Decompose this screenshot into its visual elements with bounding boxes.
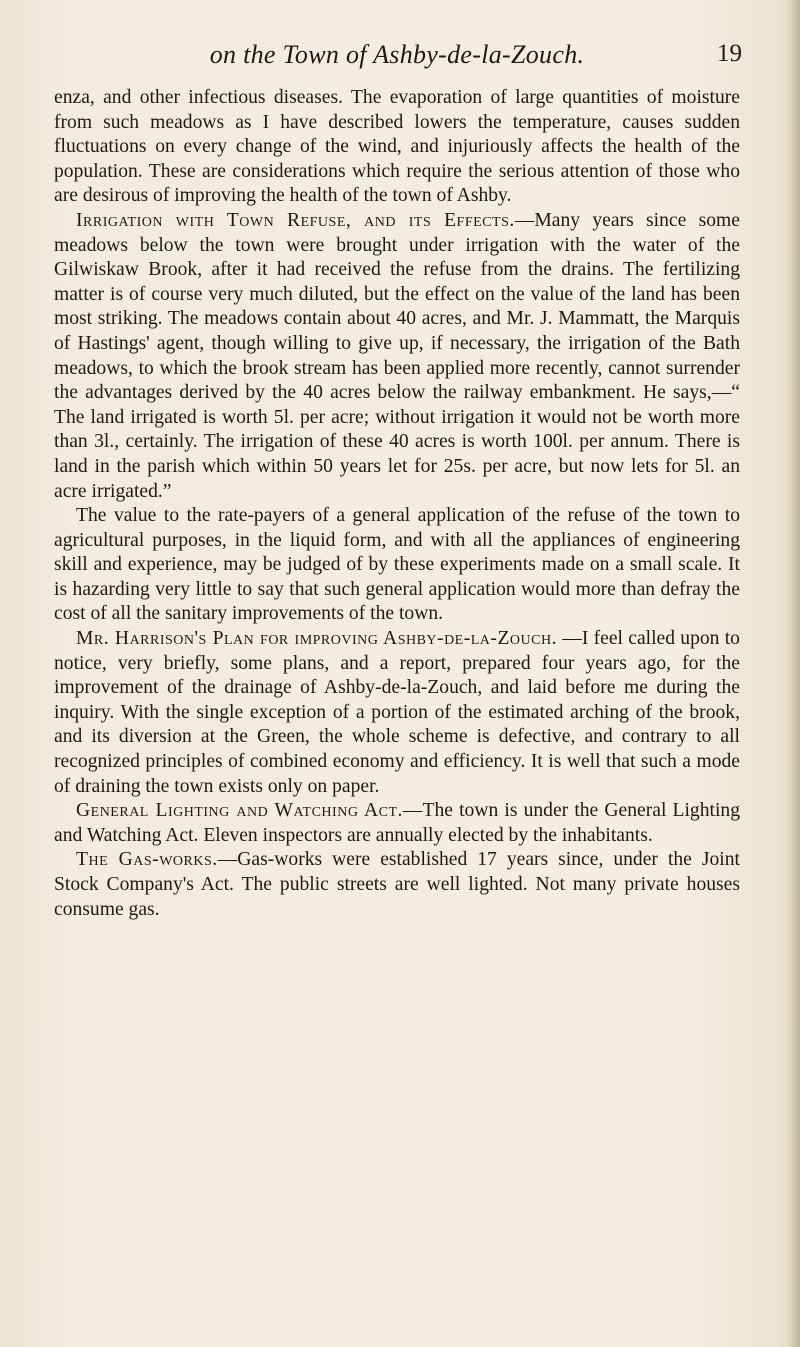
paragraph-irrigation xyxy=(54,209,740,504)
paragraph-value-text: The value to the rate-payers of a general application of the refuse of the town to agricultural purposes, in the liquid form, and with all the appliances of engineering skill and experience, may be judged of by these experiments made on a small scale. It is hazarding very little to say that such general application would more than defray the cost of all the sanitary improvements of the town. xyxy=(54,505,740,625)
paragraph-lighting-text: —The town is under the General Lighting and Watching Act. Eleven inspectors are annually elected by the inhabitants. xyxy=(54,800,740,846)
paragraph-irrigation-text: —Many years since some meadows below the town were brought under irrigation with the water of the Gilwiskaw Brook, after it had received the refuse from the drains. The fertilizing matter is of course very much diluted, but the effect on the value of the land has been most striking. The meadows contain about 40 acres, and Mr. J. Mammatt, the Marquis of Hastings' agent, though willing to give up, if necessary, the irrigation of the Bath meadows, to which the brook stream has been applied more recently, cannot surrender the advantages derived by the 40 acres below the railway embankment. He says,—“ The land irrigated is worth 5l. per acre; without irrigation it would not be worth more than 3l., certainly. The irrigation of these 40 acres is worth 100l. per annum. There is land in the parish which within 50 years let for 25s. per acre, but now lets for 5l. an acre irrigated.” xyxy=(54,209,740,502)
section-heading-harrison: Mr. Harrison's Plan for improving Ashby-de-la-Zouch. xyxy=(76,628,557,650)
paragraph-harrison-text: —I feel called upon to notice, very briefly, some plans, and a report, prepared four years ago, for the improvement of the drainage of Ashby-de-la-Zouch, and laid before me during the inquiry. With the single exception of a portion of the estimated arching of the brook, and its diversion at the Green, the whole scheme is defective, and contrary to all recognized principles of combined economy and efficiency. It is well that such a mode of draining the town exists only on paper. xyxy=(54,628,740,797)
page-number: 19 xyxy=(717,40,742,67)
running-head: on the Town of Ashby-de-la-Zouch. xyxy=(209,40,585,69)
body-text xyxy=(54,86,740,922)
paragraph-gasworks xyxy=(54,848,740,922)
page-header xyxy=(52,40,742,80)
paragraph-harrison xyxy=(54,627,740,799)
section-heading-gasworks: The Gas-works. xyxy=(76,849,218,871)
section-heading-lighting: General Lighting and Watching Act. xyxy=(76,800,403,822)
section-heading-irrigation: Irrigation with Town Refuse, and its Effects. xyxy=(76,209,515,231)
page-edge-shadow xyxy=(786,0,800,1347)
paragraph-1 xyxy=(54,86,740,209)
paragraph-1-text: enza, and other infectious diseases. The evaporation of large quantities of moisture from such meadows as I have described lowers the temperature, causes sudden fluctuations on every change of the wind, and injuriously affects the health of the population. These are considerations which require the serious attention of those who are desirous of improving the health of the town of Ashby. xyxy=(54,87,740,207)
paragraph-value xyxy=(54,504,740,627)
paragraph-lighting xyxy=(54,799,740,848)
paragraph-gasworks-text: —Gas-works were established 17 years since, under the Joint Stock Company's Act. The public streets are well lighted. Not many private houses consume gas. xyxy=(54,849,740,920)
